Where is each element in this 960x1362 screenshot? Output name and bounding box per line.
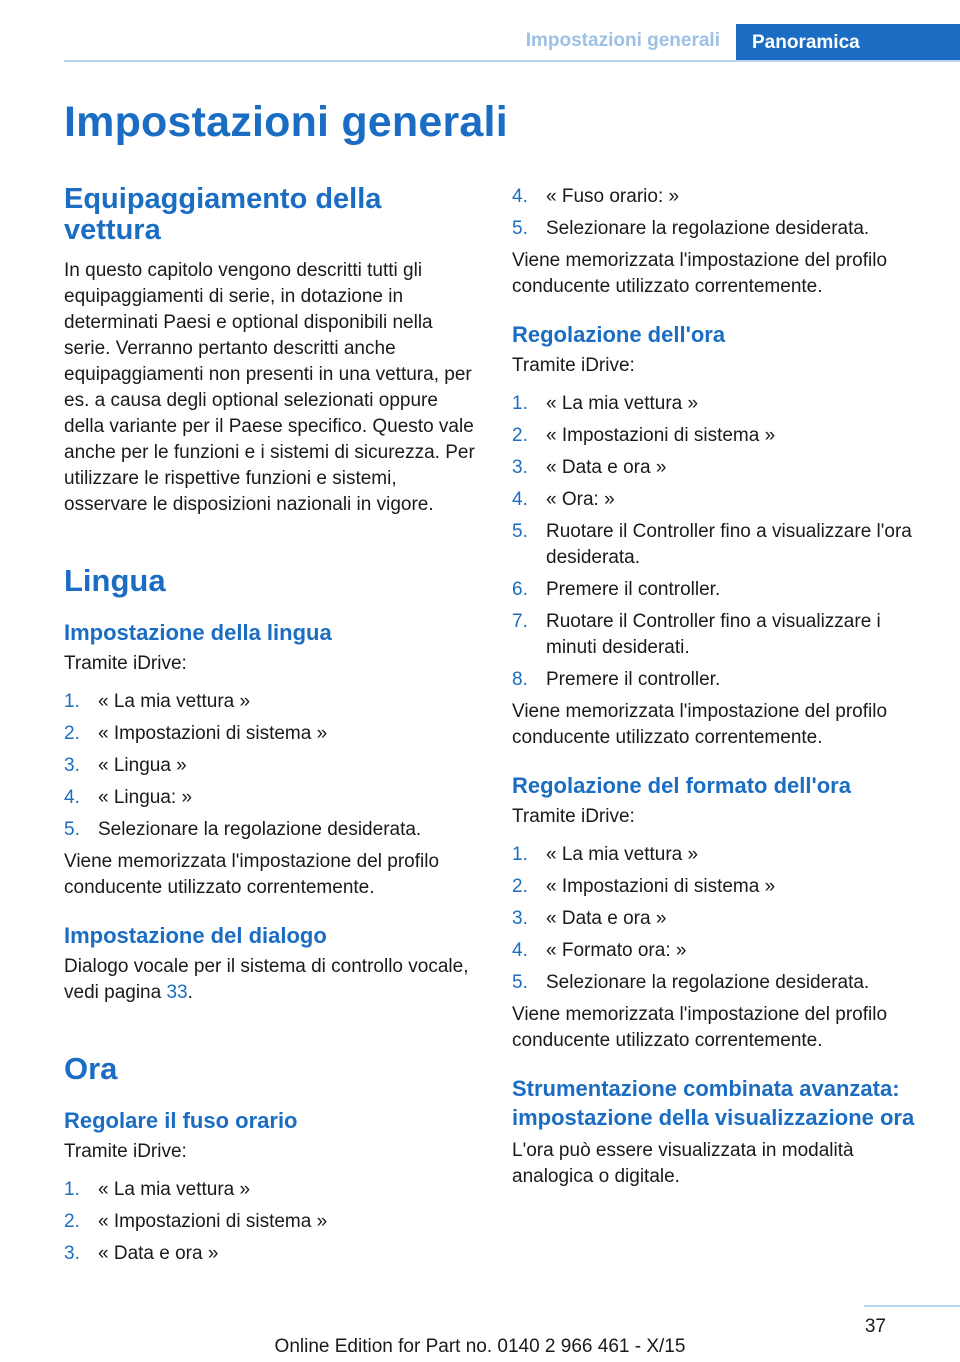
list-item: 1. « La mia vettura » bbox=[512, 844, 699, 865]
page-number-rule bbox=[864, 1305, 960, 1307]
right-column bbox=[512, 184, 932, 1190]
list-item: 4. « Lingua: » bbox=[64, 787, 193, 808]
list-item: 4. « Fuso orario: » bbox=[512, 186, 680, 207]
fuso-steps bbox=[64, 1177, 480, 1267]
footer-edition: Online Edition for Part no. 0140 2 966 461 - X/15 bbox=[274, 1336, 686, 1357]
ora-heading: Ora bbox=[64, 1051, 118, 1086]
list-item: 5. Selezionare la regolazione desiderata. bbox=[512, 972, 870, 993]
imp-lingua-intro: Tramite iDrive: bbox=[64, 653, 187, 674]
formato-heading: Regolazione del formato dell'ora bbox=[512, 773, 851, 798]
ora-reg-note: Viene memorizzata l'impostazione del profilo conducente utilizzato correntemente. bbox=[512, 701, 888, 748]
fuso-steps-continued bbox=[512, 184, 932, 242]
formato-note: Viene memorizzata l'impostazione del profilo conducente utilizzato correntemente. bbox=[512, 1004, 888, 1051]
list-item: 2. « Impostazioni di sistema » bbox=[64, 1211, 328, 1232]
list-item: 3. « Lingua » bbox=[64, 755, 187, 776]
equip-text: In questo capitolo vengono descritti tutti gli equipaggiamenti di serie, in dotazione in determinati Paesi e optional disponibili nella serie. Verranno pertanto descritti anche equipaggiamenti non presenti in una vettura, per es. a causa degli optional selezionati oppure della variante per il Paese specifico. Questo vale anche per le funzioni e i sistemi di sicurezza. Per utilizzare le rispettive funzioni e sistemi, osservare le disposizioni nazionali in vigore. bbox=[64, 260, 475, 515]
list-item: 2. « Impostazioni di sistema » bbox=[512, 425, 776, 446]
strum-text: L'ora può essere visualizzata in modalità analogica o digitale. bbox=[512, 1140, 854, 1187]
dialogo-text: Dialogo vocale per il sistema di controllo vocale, vedi pagina 33. bbox=[64, 956, 469, 1003]
list-item: 6. Premere il controller. bbox=[512, 579, 721, 600]
list-item: 3. « Data e ora » bbox=[64, 1243, 219, 1264]
dialogo-heading: Impostazione del dialogo bbox=[64, 923, 327, 948]
page-number: 37 bbox=[864, 1316, 886, 1337]
list-item: 5. Ruotare il Controller fino a visualizzare l'ora desiderata. bbox=[512, 521, 912, 568]
list-item: 3. « Data e ora » bbox=[512, 908, 667, 929]
header-rule bbox=[64, 60, 960, 62]
fuso-note: Viene memorizzata l'impostazione del profilo conducente utilizzato correntemente. bbox=[512, 250, 888, 297]
ora-reg-intro: Tramite iDrive: bbox=[512, 355, 635, 376]
list-item: 1. « La mia vettura » bbox=[512, 393, 699, 414]
list-item: 8. Premere il controller. bbox=[512, 669, 721, 690]
strum-heading: Strumentazione combinata avanzata: impostazione della visualizzazione ora bbox=[512, 1076, 915, 1130]
list-item: 4. « Ora: » bbox=[512, 489, 615, 510]
list-item: 2. « Impostazioni di sistema » bbox=[64, 723, 328, 744]
formato-intro: Tramite iDrive: bbox=[512, 806, 635, 827]
list-item: 7. Ruotare il Controller fino a visualizzare i minuti desiderati. bbox=[512, 611, 881, 658]
equip-heading: Equipaggiamento della vettura bbox=[64, 183, 382, 246]
imp-lingua-steps bbox=[64, 689, 480, 843]
fuso-intro: Tramite iDrive: bbox=[64, 1141, 187, 1162]
header-tab: Panoramica bbox=[736, 24, 960, 62]
header-section-title: Impostazioni generali bbox=[525, 30, 720, 51]
fuso-heading: Regolare il fuso orario bbox=[64, 1108, 298, 1133]
imp-lingua-note: Viene memorizzata l'impostazione del profilo conducente utilizzato correntemente. bbox=[64, 851, 440, 898]
left-column bbox=[64, 184, 480, 1273]
lingua-heading: Lingua bbox=[64, 563, 166, 598]
list-item: 1. « La mia vettura » bbox=[64, 1179, 251, 1200]
list-item: 2. « Impostazioni di sistema » bbox=[512, 876, 776, 897]
ora-reg-steps bbox=[512, 391, 932, 693]
list-item: 3. « Data e ora » bbox=[512, 457, 667, 478]
list-item: 5. Selezionare la regolazione desiderata. bbox=[64, 819, 422, 840]
formato-steps bbox=[512, 842, 932, 996]
page-link[interactable]: 33 bbox=[166, 982, 188, 1003]
page-title: Impostazioni generali bbox=[64, 98, 508, 146]
imp-lingua-heading: Impostazione della lingua bbox=[64, 620, 332, 645]
list-item: 5. Selezionare la regolazione desiderata. bbox=[512, 218, 870, 239]
list-item: 1. « La mia vettura » bbox=[64, 691, 251, 712]
ora-reg-heading: Regolazione dell'ora bbox=[512, 322, 726, 347]
list-item: 4. « Formato ora: » bbox=[512, 940, 687, 961]
